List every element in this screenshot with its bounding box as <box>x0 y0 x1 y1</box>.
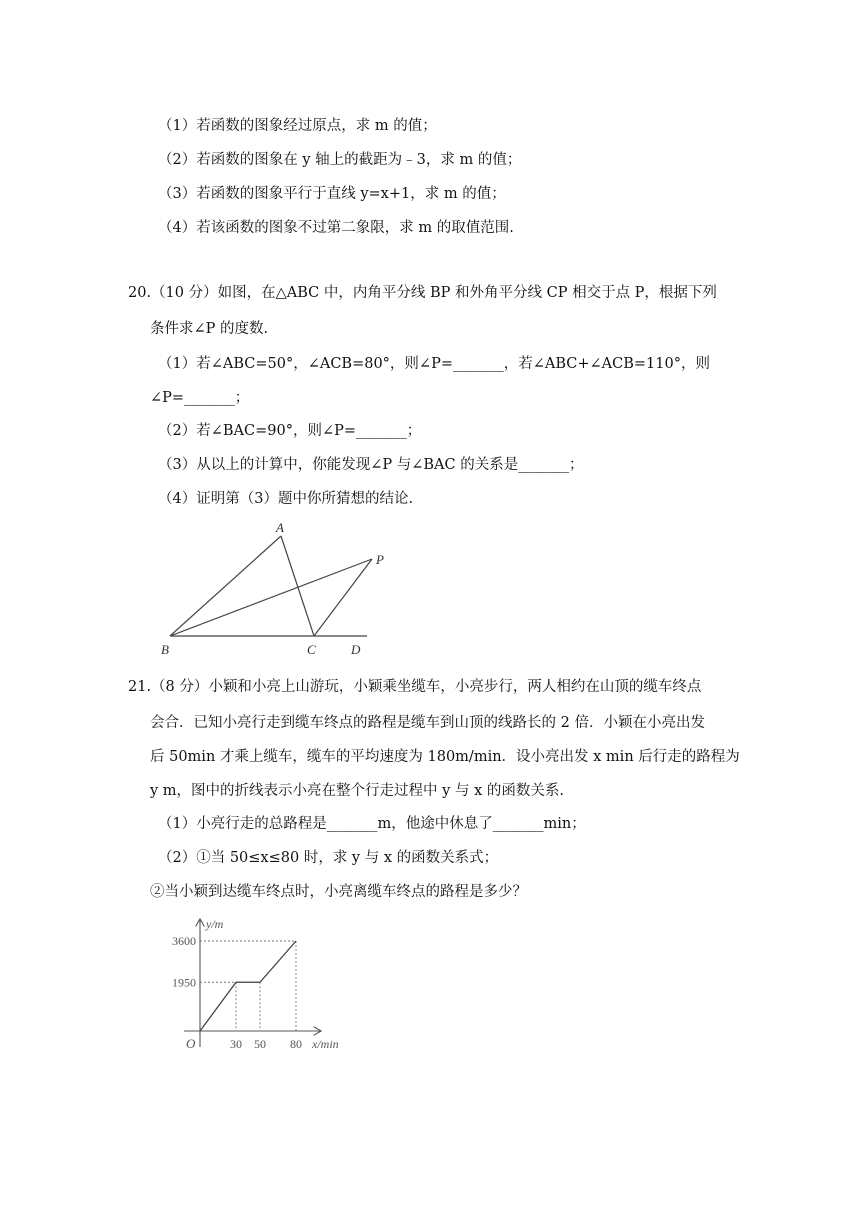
q21-stem-line3: 后 50min 才乘上缆车，缆车的平均速度为 180m/min．设小亮出发 x min 后行走的路程为 <box>150 749 740 765</box>
q21-stem-line2: 会合．已知小亮行走到缆车终点的路程是缆车到山顶的线路长的 2 倍．小颖在小亮出发 <box>150 715 705 731</box>
q20-stem-line2: 条件求∠P 的度数. <box>150 321 269 337</box>
x-tick-30: 30 <box>230 1037 242 1051</box>
q21-part1: （1）小亮行走的总路程是_______m，他途中休息了_______min； <box>158 816 586 832</box>
label-a: A <box>276 520 284 535</box>
label-d: D <box>351 642 361 657</box>
label-c: C <box>307 642 316 657</box>
y-tick-1950: 1950 <box>172 975 196 990</box>
y-axis-label: y/m <box>206 917 224 931</box>
q20-part1-line1: （1）若∠ABC=50°，∠ACB=80°，则∠P=_______，若∠ABC+∠ACB=110°，则 <box>158 356 710 372</box>
q19-part-1: （1）若函数的图象经过原点，求 m 的值； <box>158 118 437 134</box>
segment-ab <box>170 536 281 636</box>
q19-part-3: （3）若函数的图象平行于直线 y=x+1，求 m 的值； <box>158 186 506 202</box>
q20-part2: （2）若∠BAC=90°，则∠P=_______； <box>158 423 422 439</box>
x-tick-80: 80 <box>290 1037 302 1051</box>
q21-stem-line4: y m，图中的折线表示小亮在整个行走过程中 y 与 x 的函数关系. <box>150 783 564 799</box>
segment-ac <box>281 536 314 636</box>
label-b: B <box>161 642 169 657</box>
q20-stem-line1: 20.（10 分）如图，在△ABC 中，内角平分线 BP 和外角平分线 CP 相交于点 P，根据下列 <box>128 285 717 301</box>
segment-bp <box>170 559 372 636</box>
label-p: P <box>376 552 384 567</box>
x-tick-50: 50 <box>254 1037 266 1051</box>
q19-part-2: （2）若函数的图象在 y 轴上的截距为﹣3，求 m 的值； <box>158 152 522 168</box>
y-tick-3600: 3600 <box>172 934 196 948</box>
q19-part-4: （4）若该函数的图象不过第二象限，求 m 的取值范围. <box>158 220 514 236</box>
q21-stem-line1: 21.（8 分）小颖和小亮上山游玩，小颖乘坐缆车，小亮步行，两人相约在山顶的缆车终点 <box>128 679 702 695</box>
q20-part3: （3）从以上的计算中，你能发现∠P 与∠BAC 的关系是_______； <box>158 457 584 473</box>
q21-part2a: （2）①当 50≤x≤80 时，求 y 与 x 的函数关系式； <box>158 850 499 866</box>
triangle-figure <box>155 518 395 663</box>
q21-part2b: ②当小颖到达缆车终点时，小亮离缆车终点的路程是多少？ <box>150 884 527 900</box>
x-axis-label: x/min <box>312 1037 339 1051</box>
q20-part4: （4）证明第（3）题中你所猜想的结论. <box>158 491 414 507</box>
q20-part1-line2: ∠P=_______； <box>150 390 250 406</box>
origin-label: O <box>186 1036 196 1051</box>
series-line <box>200 941 296 1031</box>
function-graph <box>160 912 360 1057</box>
